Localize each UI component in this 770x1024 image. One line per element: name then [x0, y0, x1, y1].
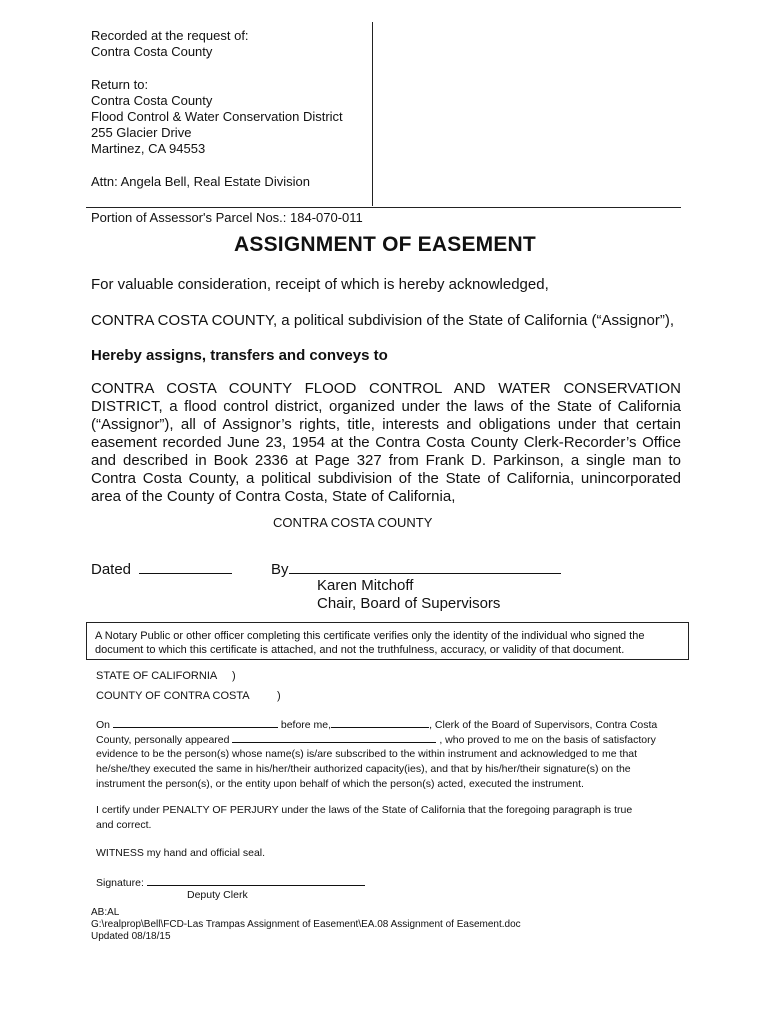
consideration-text: For valuable consideration, receipt of which is hereby acknowledged,: [91, 276, 549, 293]
county-of-contra-costa-label: COUNTY OF CONTRA COSTA: [96, 690, 250, 702]
notary-signature-line[interactable]: [147, 875, 365, 886]
before-me-blank[interactable]: [331, 717, 429, 728]
on-date-blank[interactable]: [113, 717, 278, 728]
recorded-line-2: Contra Costa County: [91, 44, 213, 59]
deputy-clerk-label: Deputy Clerk: [187, 889, 248, 901]
acknowledgment-line-1: [96, 717, 657, 733]
evidence-line-2: he/she/they executed the same in his/her/their authorized capacity(ies), and that by his/her/their signature(s) on the: [96, 763, 631, 775]
penalty-line-1: I certify under PENALTY OF PERJURY under the laws of the State of California that the foregoing paragraph is true: [96, 804, 633, 816]
notary-notice-box: [86, 622, 689, 660]
assignor-text: CONTRA COSTA COUNTY, a political subdivision of the State of California (“Assignor”),: [91, 312, 674, 329]
signer-name: Karen Mitchoff: [317, 577, 414, 594]
proved-text: , who proved to me on the basis of satisfactory: [439, 734, 656, 746]
evidence-line-1: evidence to be the person(s) whose name(s) is/are subscribed to the within instrument and acknowledged to me that: [96, 748, 638, 760]
county-appeared-label: County, personally appeared: [96, 734, 230, 746]
footer-updated: Updated 08/18/15: [91, 931, 171, 942]
footer-block: [91, 907, 521, 943]
by-signature-line[interactable]: [289, 560, 561, 574]
hereby-assigns-text: Hereby assigns, transfers and conveys to: [91, 347, 388, 364]
return-line-4: Martinez, CA 94553: [91, 141, 206, 156]
header-horizontal-divider: [86, 207, 681, 208]
state-paren: ): [232, 670, 236, 682]
recording-request-block: [91, 28, 249, 60]
clerk-text: , Clerk of the Board of Supervisors, Contra Costa: [429, 719, 658, 731]
recorded-line-1: Recorded at the request of:: [91, 28, 249, 43]
dated-label: Dated: [91, 561, 132, 578]
on-label: On: [96, 719, 111, 731]
return-line-3: 255 Glacier Drive: [91, 125, 192, 140]
return-line-2: Flood Control & Water Conservation District: [91, 109, 343, 124]
dated-blank-line[interactable]: [139, 560, 232, 574]
evidence-line-3: instrument the person(s), or the entity upon behalf of which the person(s) acted, executed the instrument.: [96, 778, 584, 790]
before-me-label: before me,: [280, 719, 332, 731]
attn-line: Attn: Angela Bell, Real Estate Division: [91, 174, 310, 189]
document-title: ASSIGNMENT OF EASEMENT: [234, 233, 536, 256]
signer-title: Chair, Board of Supervisors: [317, 595, 501, 612]
parcel-number: Portion of Assessor's Parcel Nos.: 184-070-011: [91, 210, 363, 225]
appeared-name-blank[interactable]: [232, 732, 436, 743]
return-label: Return to:: [91, 77, 149, 92]
by-field: [271, 560, 561, 579]
witness-text: WITNESS my hand and official seal.: [96, 847, 266, 859]
return-to-block: [91, 77, 343, 157]
grant-paragraph: CONTRA COSTA COUNTY FLOOD CONTROL AND WATER CONSERVATION DISTRICT, a flood control district, organized under the laws of the State of California (“Assignor”), all of Assignor’s rights, title, interests and obligations under that certain easement recorded June 23, 1954 at the Contra Costa County Clerk-Recorder’s Office and described in Book 2336 at Page 327 from Frank D. Parkinson, a single man to Contra Costa County, a political subdivision of the State of California, unincorporated area of the County of Contra Costa, State of California,: [91, 380, 681, 505]
footer-initials: AB:AL: [91, 907, 120, 918]
by-label: By: [271, 561, 289, 578]
notary-notice-text: A Notary Public or other officer completing this certificate verifies only the identity of the individual who signed the document to which this certificate is attached, and not the truthfulness, accuracy, or validity of that document.: [95, 630, 645, 656]
penalty-line-2: and correct.: [96, 819, 152, 831]
county-paren: ): [277, 690, 281, 702]
acknowledgment-line-2: [96, 732, 656, 748]
dated-field: [91, 560, 232, 579]
header-vertical-divider: [372, 22, 373, 206]
footer-file-path: G:\realprop\Bell\FCD-Las Trampas Assignment of Easement\EA.08 Assignment of Easement.doc: [91, 919, 521, 930]
signature-label: Signature:: [96, 877, 144, 889]
return-line-1: Contra Costa County: [91, 93, 213, 108]
state-of-california-label: STATE OF CALIFORNIA: [96, 670, 218, 682]
county-signature-heading: CONTRA COSTA COUNTY: [273, 515, 433, 530]
